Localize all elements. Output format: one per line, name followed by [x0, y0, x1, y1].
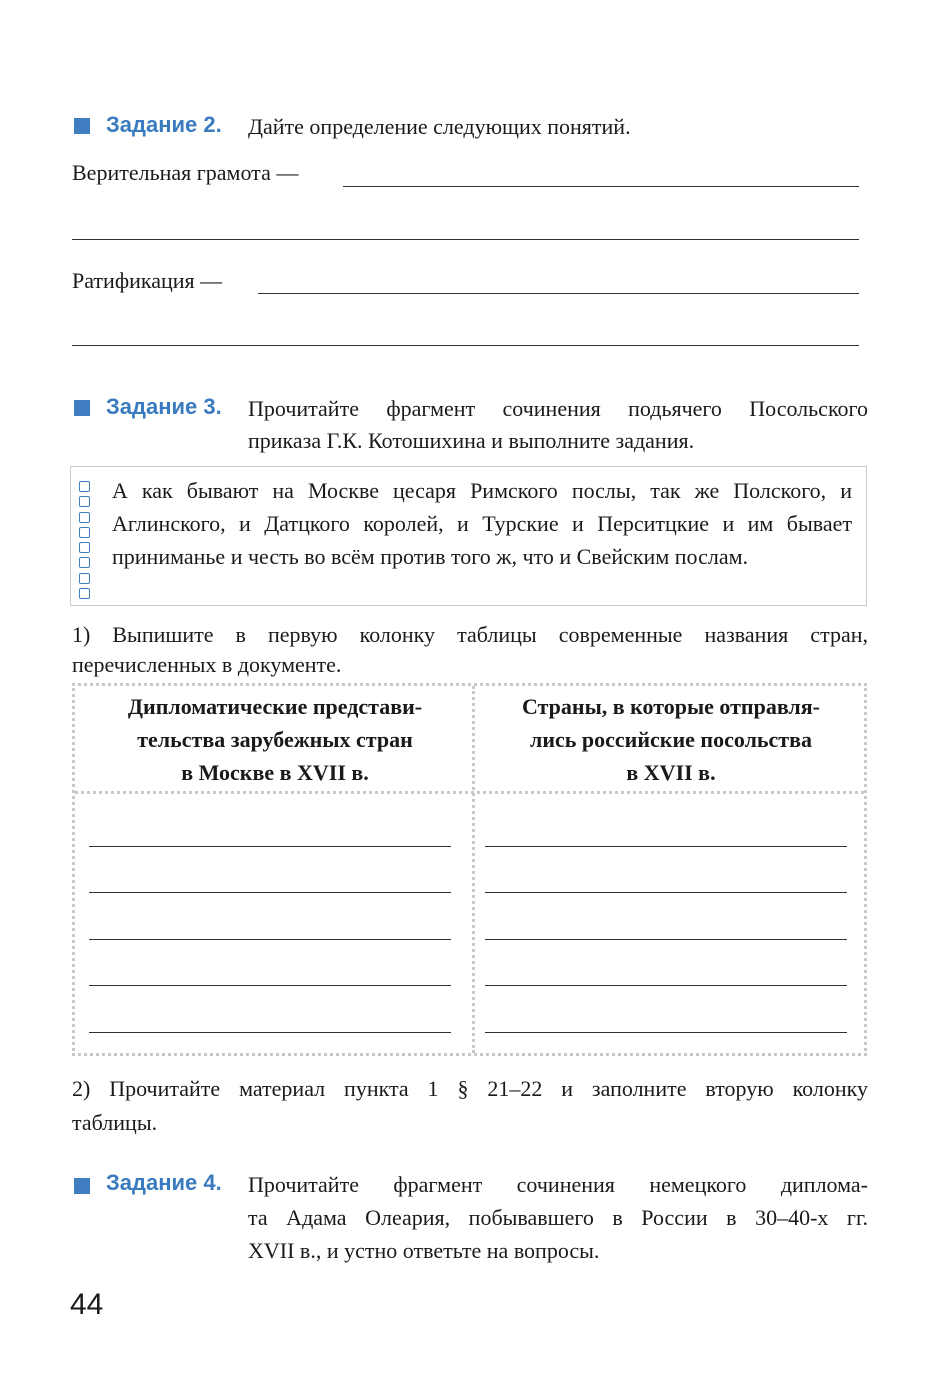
table-col1-line-3[interactable] — [89, 939, 451, 940]
table-col2-line-3[interactable] — [485, 939, 847, 940]
source-quote: А как бывают на Москве цесаря Римского послы, так же Полского, и Аглинского, и Датцкого королей, и Турские и Перситцкие и им бывает приниманье и честь во всём против того ж, что и Свейским послам. — [112, 478, 852, 569]
table-col2-line-2[interactable] — [485, 892, 847, 893]
answer-line-ratification-2[interactable] — [72, 345, 859, 346]
table-col2-line-5[interactable] — [485, 1032, 847, 1033]
task2-marker — [74, 118, 90, 134]
task4-instruction-line1: Прочитайте фрагмент сочинения немецкого диплома- — [248, 1172, 868, 1197]
task3-label: Задание 3. — [106, 394, 222, 419]
task3-instruction-line2: приказа Г.К. Котошихина и выполните задания. — [248, 428, 695, 453]
table-col1-line-5[interactable] — [89, 1032, 451, 1033]
answer-line-ratification-1[interactable] — [258, 293, 859, 294]
task4-instruction-line2: та Адама Олеария, побывавшего в России в 30–40-х гг. — [248, 1205, 868, 1230]
answer-line-credentials-1[interactable] — [343, 186, 859, 187]
table-header-col1: Дипломатические представи- тельства зарубежных стран в Москве в XVII в. — [127, 694, 423, 785]
question1-line1: 1) Выпишите в первую колонку таблицы современные названия стран, — [72, 622, 868, 647]
task3-marker — [74, 400, 90, 416]
question2-line2: таблицы. — [72, 1110, 158, 1135]
task2-instruction: Дайте определение следующих понятий. — [248, 114, 631, 139]
table-header-col2: Страны, в которые отправля- лись российские посольства в XVII в. — [521, 694, 821, 785]
task4-label: Задание 4. — [106, 1170, 222, 1195]
table-col1-line-4[interactable] — [89, 985, 451, 986]
table-col2-line-4[interactable] — [485, 985, 847, 986]
answer-line-credentials-2[interactable] — [72, 239, 859, 240]
page-number: 44 — [70, 1288, 104, 1321]
quote-box — [70, 466, 867, 606]
question2-line1: 2) Прочитайте материал пункта 1 § 21–22 и заполните вторую колонку — [72, 1076, 868, 1101]
table-col2-line-1[interactable] — [485, 846, 847, 847]
task4-instruction-line3: XVII в., и устно ответьте на вопросы. — [248, 1238, 600, 1263]
question1-line2: перечисленных в документе. — [72, 652, 342, 677]
term-credentials: Верительная грамота — — [72, 160, 299, 185]
table-col1-line-2[interactable] — [89, 892, 451, 893]
term-ratification: Ратификация — — [72, 268, 223, 293]
countries-table — [72, 683, 867, 1056]
table-col1-line-1[interactable] — [89, 846, 451, 847]
task2-label: Задание 2. — [106, 112, 222, 137]
task3-instruction-line1: Прочитайте фрагмент сочинения подьячего Посольского — [248, 396, 868, 421]
quote-decoration — [79, 481, 93, 599]
task4-marker — [74, 1178, 90, 1194]
